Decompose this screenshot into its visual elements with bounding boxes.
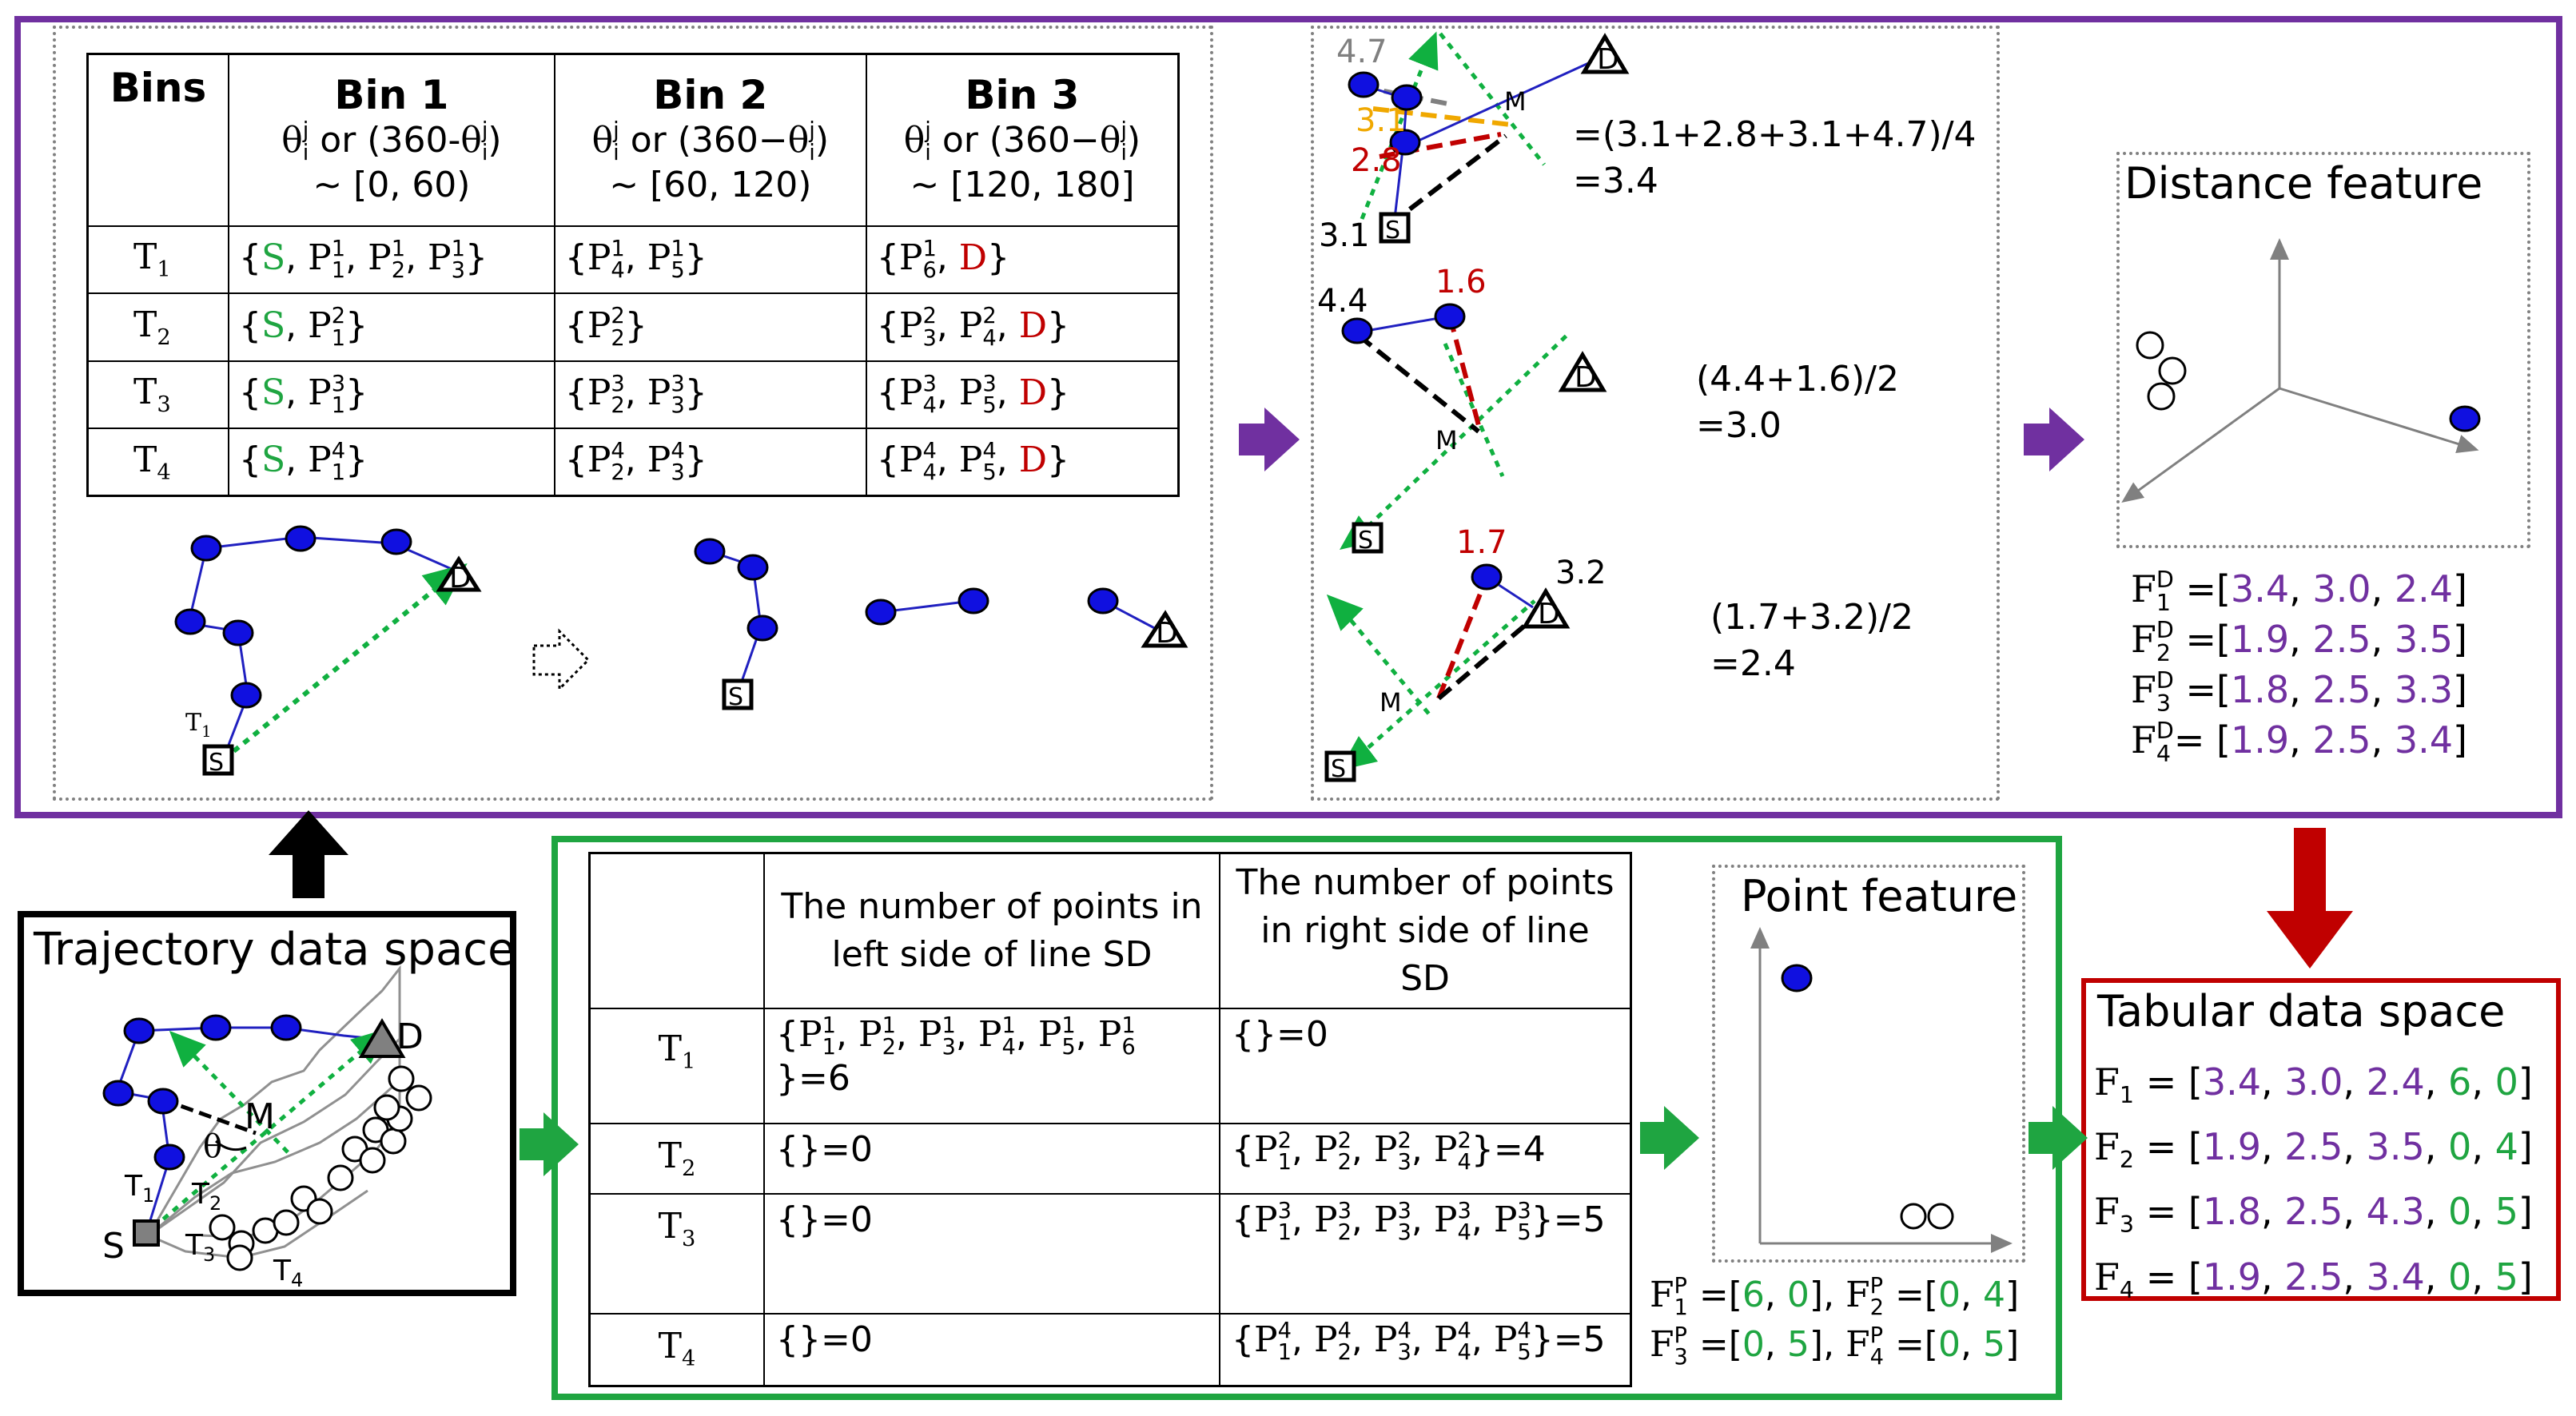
set-element: P 4 5 xyxy=(1493,1318,1531,1365)
point-vector-4: F P 4 =[0, 5] xyxy=(1845,1323,2020,1370)
set-element: P 3 3 xyxy=(647,371,685,419)
green-arrow-1 xyxy=(520,1112,579,1176)
svg-text:S: S xyxy=(728,683,744,711)
set-element: P 2 2 xyxy=(587,304,625,351)
distance-vector-4: F D 4 = [1.9, 2.5, 3.4] xyxy=(2131,718,2467,767)
point-vector-2: F P 2 =[0, 4] xyxy=(1845,1273,2020,1320)
set-element: P 1 5 xyxy=(647,236,685,284)
svg-text:S: S xyxy=(1358,527,1374,555)
set-element: P 3 4 xyxy=(898,371,937,419)
svg-text:S: S xyxy=(102,1226,125,1267)
bins-cell: {P 2 2 } xyxy=(555,293,866,360)
set-element: P 1 4 xyxy=(977,1012,1016,1060)
svg-text:T3: $T_3$ xyxy=(185,1229,216,1266)
svg-text:D: D xyxy=(1538,598,1560,630)
svg-text:S: S xyxy=(1385,217,1401,245)
traj-point xyxy=(286,527,315,551)
svg-text:M: M xyxy=(1504,86,1527,117)
bins-cell: {P 3 4 , P 3 5 , D} xyxy=(866,361,1179,428)
bins-cell: {S, P 1 1 , P 1 2 , P 1 3 } xyxy=(229,226,555,293)
bin-1-header: Bin 1 θ j i or (360-θ j i ) ~ [0, 60) xyxy=(229,54,555,226)
purple-arrow-2 xyxy=(2024,408,2084,471)
svg-text:D: D xyxy=(1156,617,1178,650)
tabular-space-title: Tabular data space xyxy=(2097,986,2506,1036)
set-element: S xyxy=(261,237,286,279)
svg-text:1.7: 1.7 xyxy=(1456,524,1507,561)
count-row-t4: $T_4$ {}=0 {P 4 1 , P 4 2 , P 4 3 , P 4 4 , P 4 5 }=5 xyxy=(590,1314,1631,1386)
svg-text:D: D xyxy=(1575,361,1597,394)
svg-text:T2: $T_2$ xyxy=(192,1178,222,1215)
tabular-row-1: $F_1 = [3.4$, 3.0, 2.4, 6, 0] xyxy=(2094,1060,2533,1109)
green-arrow-3 xyxy=(2029,1106,2088,1170)
set-element: P 3 3 xyxy=(1373,1198,1411,1245)
traj-point xyxy=(176,610,205,634)
svg-text:T1: $T_1$ xyxy=(185,709,212,741)
set-element: P 1 4 xyxy=(587,236,625,284)
tabular-row-3: $F_3 = [1.8$, 2.5, 4.3, 0, 5] xyxy=(2094,1190,2533,1239)
distance-vector-3: F D 3 =[1.8, 2.5, 3.3] xyxy=(2131,667,2467,717)
count-cell: {P 3 1 , P 3 2 , P 3 3 , P 3 4 , P 3 5 }=5 xyxy=(1220,1194,1631,1314)
traj-point xyxy=(232,683,261,707)
count-cell: {}=0 xyxy=(764,1194,1220,1314)
point-feature-plot xyxy=(1760,937,2003,1243)
formula-3: (1.7+3.2)/2 =2.4 xyxy=(1710,597,1913,684)
hollow-arrow xyxy=(534,631,588,689)
red-arrow xyxy=(2267,828,2353,969)
count-row-t3: $T_3$ {}=0 {P 3 1 , P 3 2 , P 3 3 , P 3 4 , P 3 5 }=5 xyxy=(590,1194,1631,1314)
svg-text:T4: $T_4$ xyxy=(273,1255,304,1291)
svg-text:4.7: 4.7 xyxy=(1336,34,1388,70)
set-element: P 1 3 xyxy=(918,1012,956,1060)
svg-text:θ: θ xyxy=(203,1128,223,1165)
trajectory-space-title: Trajectory data space xyxy=(34,924,516,976)
bins-row-t3: $T_3$ {S, P 3 1 } {P 3 2 , P 3 3 } {P 3 4 , P 3 5 , D} xyxy=(88,361,1179,428)
svg-text:M: M xyxy=(1380,687,1402,718)
bins-row-t4: $T_4$ {S, P 4 1 } {P 4 2 , P 4 3 } {P 4 4 , P 4 5 , D} xyxy=(88,428,1179,495)
set-element: P 4 2 xyxy=(1313,1318,1352,1365)
set-element: P 2 1 xyxy=(1254,1128,1292,1175)
svg-text:3.1: 3.1 xyxy=(1319,217,1370,254)
distance-example-3 xyxy=(1327,524,1607,783)
svg-text:1.6: 1.6 xyxy=(1435,264,1487,300)
bins-cell: {P 1 4 , P 1 5 } xyxy=(555,226,866,293)
set-element: P 1 1 xyxy=(798,1012,836,1060)
trajectory-t1-sketch xyxy=(176,411,478,777)
green-arrow-2 xyxy=(1640,1106,1699,1170)
set-element: P 1 5 xyxy=(1037,1012,1076,1060)
bins-cell: {P 2 3 , P 2 4 , D} xyxy=(866,293,1179,360)
svg-text:S: S xyxy=(209,749,225,777)
svg-text:2.8: 2.8 xyxy=(1351,142,1402,179)
set-element: P 3 1 xyxy=(1254,1198,1292,1245)
count-row-t2: $T_2$ {}=0 {P 2 1 , P 2 2 , P 2 3 , P 2 4 }=4 xyxy=(590,1124,1631,1194)
set-element: P 1 2 xyxy=(368,236,406,284)
set-element: P 4 1 xyxy=(1254,1318,1292,1365)
trajectory-split-sketch xyxy=(695,539,1184,711)
bins-cell: {P 3 2 , P 3 3 } xyxy=(555,361,866,428)
set-element: D xyxy=(1018,440,1048,481)
set-element: S xyxy=(261,440,286,481)
point-vectors: F P 1 =[6, 0], F P 2 =[0, 4] F P 3 =[0, 5], F P 4 =[0, 5] xyxy=(1650,1273,2020,1370)
distance-vectors xyxy=(2131,564,2467,766)
black-arrow xyxy=(269,810,348,898)
point-feature-title: Point feature xyxy=(1741,871,2018,921)
count-row-t1: $T_1$ {P 1 1 , P 1 2 , P 1 3 , P 1 4 , P 1 5 , P 1 6 }=6 {}=0 xyxy=(590,1008,1631,1124)
distance-feature-plot xyxy=(2129,248,2479,497)
set-element: P 3 2 xyxy=(1313,1198,1352,1245)
bins-cell: {S, P 4 1 } xyxy=(229,428,555,495)
set-element: P 2 4 xyxy=(958,304,997,351)
count-cell: {}=0 xyxy=(764,1314,1220,1386)
traj-point xyxy=(382,530,411,554)
distance-example-2 xyxy=(1317,264,1603,555)
count-cell: {}=0 xyxy=(1220,1008,1631,1124)
formula-2: (4.4+1.6)/2 =3.0 xyxy=(1696,359,1899,446)
set-element: P 4 4 xyxy=(898,439,937,486)
set-element: P 2 3 xyxy=(1373,1128,1411,1175)
set-element: D xyxy=(958,237,988,279)
purple-arrow-1 xyxy=(1239,408,1300,471)
set-element: P 3 4 xyxy=(1433,1198,1471,1245)
set-element: P 4 2 xyxy=(587,439,625,486)
svg-text:4.4: 4.4 xyxy=(1317,283,1368,320)
set-element: P 2 4 xyxy=(1433,1128,1471,1175)
bins-row-t1: $T_1$ {S, P 1 1 , P 1 2 , P 1 3 } {P 1 4 , P 1 5 } {P 1 6 , D} xyxy=(88,226,1179,293)
bins-cell: {S, P 2 1 } xyxy=(229,293,555,360)
set-element: P 3 2 xyxy=(587,371,625,419)
set-element: P 3 5 xyxy=(1493,1198,1531,1245)
svg-text:3.2: 3.2 xyxy=(1555,555,1607,591)
point-vector-1: F P 1 =[6, 0] xyxy=(1650,1273,1824,1320)
count-cell: {}=0 xyxy=(764,1124,1220,1194)
set-element: P 4 1 xyxy=(308,439,346,486)
set-element: D xyxy=(1018,304,1048,346)
count-cell: {P 1 1 , P 1 2 , P 1 3 , P 1 4 , P 1 5 , P 1 6 }=6 xyxy=(764,1008,1220,1124)
set-element: D xyxy=(1018,372,1048,414)
count-table xyxy=(588,852,1632,1387)
set-element: P 4 3 xyxy=(1373,1318,1411,1365)
count-corner xyxy=(590,853,765,1009)
tabular-rows xyxy=(2094,1056,2533,1316)
svg-text:D: D xyxy=(396,1016,424,1057)
bins-row-t2: $T_2$ {S, P 2 1 } {P 2 2 } {P 2 3 , P 2 4 , D} xyxy=(88,293,1179,360)
bins-cell: {P 4 4 , P 4 5 , D} xyxy=(866,428,1179,495)
svg-text:D: D xyxy=(1597,43,1619,76)
bins-cell: {P 4 2 , P 4 3 } xyxy=(555,428,866,495)
svg-text:T1: $T_1$ xyxy=(125,1170,155,1207)
svg-text:M: M xyxy=(245,1096,275,1137)
set-element: P 1 6 xyxy=(1097,1012,1136,1060)
set-element: P 3 5 xyxy=(958,371,997,419)
tabular-row-2: $F_2 = [1.9$, 2.5, 3.5, 0, 4] xyxy=(2094,1125,2533,1174)
set-element: S xyxy=(261,372,286,414)
set-element: P 4 4 xyxy=(1433,1318,1471,1365)
svg-text:D: D xyxy=(449,562,472,595)
count-cell: {P 4 1 , P 4 2 , P 4 3 , P 4 4 , P 4 5 }=5 xyxy=(1220,1314,1631,1386)
trajectory-space-drawing xyxy=(102,969,431,1291)
svg-text:M: M xyxy=(1435,425,1458,455)
set-element: P 1 6 xyxy=(898,236,937,284)
bin-3-header: Bin 3 θ j i or (360−θ j i ) ~ [120, 180] xyxy=(866,54,1179,226)
svg-text:S: S xyxy=(1331,755,1347,783)
set-element: P 4 3 xyxy=(647,439,685,486)
traj-point xyxy=(192,536,221,560)
set-element: P 1 2 xyxy=(858,1012,896,1060)
set-element: P 2 2 xyxy=(1313,1128,1352,1175)
set-element: P 3 1 xyxy=(308,371,346,419)
count-cell: {P 2 1 , P 2 2 , P 2 3 , P 2 4 }=4 xyxy=(1220,1124,1631,1194)
count-col-left: The number of points in left side of line SD xyxy=(764,853,1220,1009)
bins-col-header: Bins xyxy=(88,54,229,226)
svg-text:3.1: 3.1 xyxy=(1356,102,1407,139)
traj-point xyxy=(224,621,253,645)
set-element: P 1 1 xyxy=(308,236,346,284)
set-element: P 1 3 xyxy=(428,236,466,284)
bin-2-header: Bin 2 θ j i or (360−θ j i ) ~ [60, 120) xyxy=(555,54,866,226)
set-element: P 4 5 xyxy=(958,439,997,486)
set-element: P 2 1 xyxy=(308,304,346,351)
set-element: S xyxy=(261,304,286,346)
distance-vector-2: F D 2 =[1.9, 2.5, 3.5] xyxy=(2131,617,2467,666)
tabular-row-4: $F_4 = [1.9$, 2.5, 3.4, 0, 5] xyxy=(2094,1255,2533,1303)
formula-1: =(3.1+2.8+3.1+4.7)/4 =3.4 xyxy=(1573,114,1977,201)
point-vector-3: F P 3 =[0, 5] xyxy=(1650,1323,1824,1370)
set-element: P 2 3 xyxy=(898,304,937,351)
count-col-right: The number of points in right side of line SD xyxy=(1220,853,1631,1009)
distance-feature-title: Distance feature xyxy=(2124,158,2483,209)
distance-vector-1: F D 1 =[3.4, 3.0, 2.4] xyxy=(2131,566,2467,616)
bins-cell: {P 1 6 , D} xyxy=(866,226,1179,293)
bins-cell: {S, P 3 1 } xyxy=(229,361,555,428)
